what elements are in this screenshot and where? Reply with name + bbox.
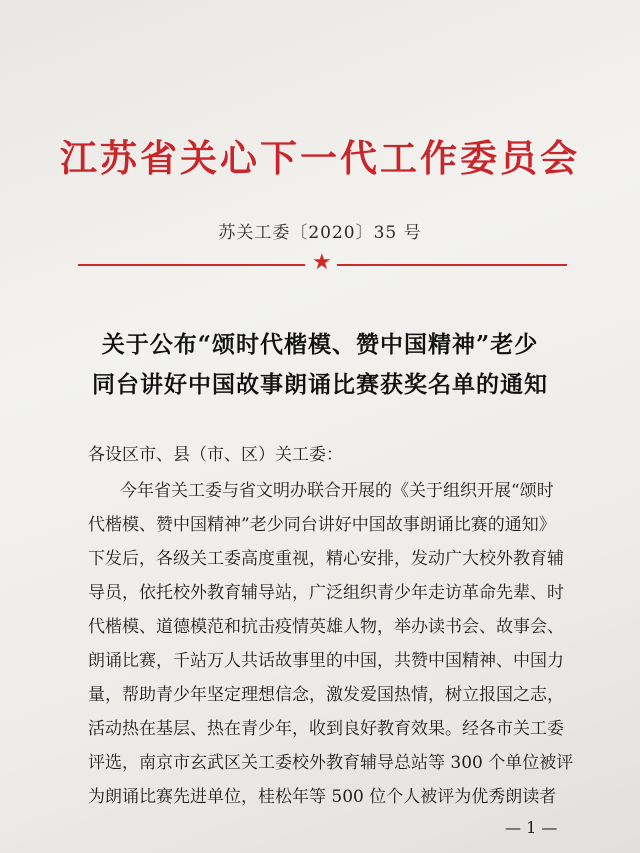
body-line: 导员，依托校外教育辅导站，广泛组织青少年走访革命先辈、时 [88,583,564,603]
body-line: 朗诵比赛，千站万人共话故事里的中国，共赞中国精神、中国力 [88,651,564,671]
body-line: 活动热在基层、热在青少年，收到良好教育效果。经各市关工委 [88,719,564,739]
notice-title-line-2: 同台讲好中国故事朗诵比赛获奖名单的通知 [92,371,548,398]
body-line: 今年省关工委与省文明办联合开展的《关于组织开展“颂时 [120,481,554,501]
page-number: — 1 — [505,818,558,837]
body-line: 下发后，各级关工委高度重视，精心安排，发动广大校外教育辅 [88,549,564,569]
salutation: 各设区市、县（市、区）关工委： [88,445,343,465]
body-line: 代楷模、赞中国精神”老少同台讲好中国故事朗诵比赛的通知》 [88,515,556,535]
body-line: 评选，南京市玄武区关工委校外教育辅导总站等 300 个单位被评 [88,753,574,773]
body-line: 代楷模、道德模范和抗击疫情英雄人物，举办读书会、故事会、 [88,617,564,637]
red-rule-right [337,264,567,266]
star-icon: ★ [312,250,332,275]
org-title: 江苏省关心下一代工作委员会 [60,136,580,180]
document-number: 苏关工委〔2020〕35 号 [218,223,422,243]
body-line: 量，帮助青少年坚定理想信念，激发爱国热情，树立报国之志， [88,685,564,705]
notice-title-line-1: 关于公布“颂时代楷模、赞中国精神”老少 [101,331,539,358]
body-line: 为朗诵比赛先进单位，桂松年等 500 位个人被评为优秀朗读者 [88,787,557,807]
red-rule-left [78,264,305,266]
